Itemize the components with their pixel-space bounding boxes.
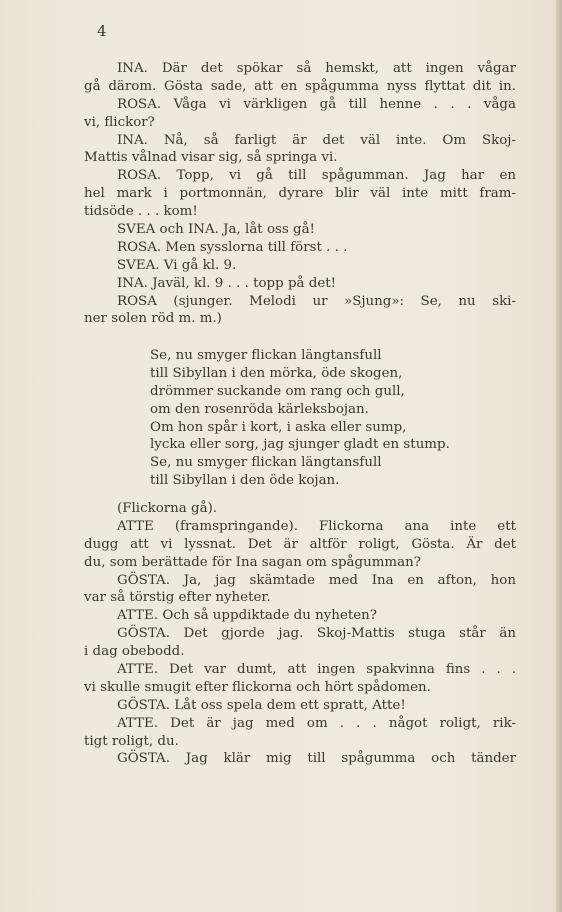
text-line: INA. Nå, så farligt är det väl inte. Om Skoj- — [117, 132, 516, 148]
text-line: vi skulle smugit efter flickorna och hört spådomen. — [84, 679, 431, 695]
text-line: SVEA och INA. Ja, låt oss gå! — [117, 222, 315, 238]
text-line: GÖSTA. Jag klär mig till spågumma och tänder — [117, 751, 516, 767]
text-line: SVEA. Vi gå kl. 9. — [117, 257, 237, 273]
text-line: tigt roligt, du. — [84, 733, 179, 749]
text-line: vi, flickor? — [84, 114, 155, 130]
verse-line: Om hon spår i kort, i aska eller sump, — [150, 419, 407, 435]
verse-line: om den rosenröda kärleksbojan. — [150, 401, 369, 417]
dialogue-bottom — [84, 500, 516, 768]
text-line: hel mark i portmonnän, dyrare blir väl inte mitt fram- — [84, 186, 516, 202]
page-number: 4 — [97, 22, 107, 40]
text-line: GÖSTA. Ja, jag skämtade med Ina en afton, hon — [117, 572, 516, 588]
text-line: dugg att vi lyssnat. Det är altför roligt, Gösta. Är det — [84, 536, 516, 552]
verse-line: till Sibyllan i den mörka, öde skogen, — [150, 365, 403, 381]
verse-line: Se, nu smyger flickan längtansfull — [150, 455, 382, 471]
text-line: GÖSTA. Det gjorde jag. Skoj-Mattis stuga står än — [117, 626, 516, 642]
text-line: ROSA (sjunger. Melodi ur »Sjung»: Se, nu ski- — [117, 293, 516, 309]
text-line: Mattis vålnad visar sig, så springa vi. — [84, 150, 338, 166]
dialogue-top — [84, 60, 516, 328]
page-edge — [556, 0, 562, 912]
verse-line: till Sibyllan i den öde kojan. — [150, 473, 340, 489]
text-line: tidsöde . . . kom! — [84, 204, 198, 220]
verse-line: drömmer suckande om rang och gull, — [150, 383, 405, 399]
text-line: ATTE. Det var dumt, att ingen spakvinna fins . . . — [117, 662, 516, 678]
verse-line: lycka eller sorg, jag sjunger gladt en stump. — [150, 437, 450, 453]
verse-line: Se, nu smyger flickan längtansfull — [150, 348, 382, 363]
text-line: ATTE (framspringande). Flickorna ana inte ett — [117, 518, 516, 534]
text-line: ROSA. Men sysslorna till först . . . — [117, 239, 348, 255]
text-line: i dag obebodd. — [84, 644, 185, 660]
text-line: ner solen röd m. m.) — [84, 311, 222, 327]
text-line: gå därom. Gösta sade, att en spågumma nyss flyttat dit in. — [84, 78, 516, 94]
text-line: GÖSTA. Låt oss spela dem ett spratt, Atte! — [117, 697, 406, 713]
song-verse — [150, 347, 530, 490]
text-line: INA. Där det spökar så hemskt, att ingen vågar — [117, 61, 516, 76]
text-line: ATTE. Och så uppdiktade du nyheten? — [117, 608, 377, 624]
text-line: var så törstig efter nyheter. — [84, 590, 271, 606]
text-line: ROSA. Våga vi värkligen gå till henne . . . våga — [117, 96, 516, 112]
text-line: ATTE. Det är jag med om . . . något roligt, rik- — [117, 715, 516, 731]
text-line: ROSA. Topp, vi gå till spågumman. Jag har en — [117, 168, 516, 184]
text-line: du, som berättade för Ina sagan om spågumman? — [84, 554, 421, 570]
text-line: (Flickorna gå). — [117, 501, 218, 516]
text-line: INA. Javäl, kl. 9 . . . topp på det! — [117, 275, 337, 291]
